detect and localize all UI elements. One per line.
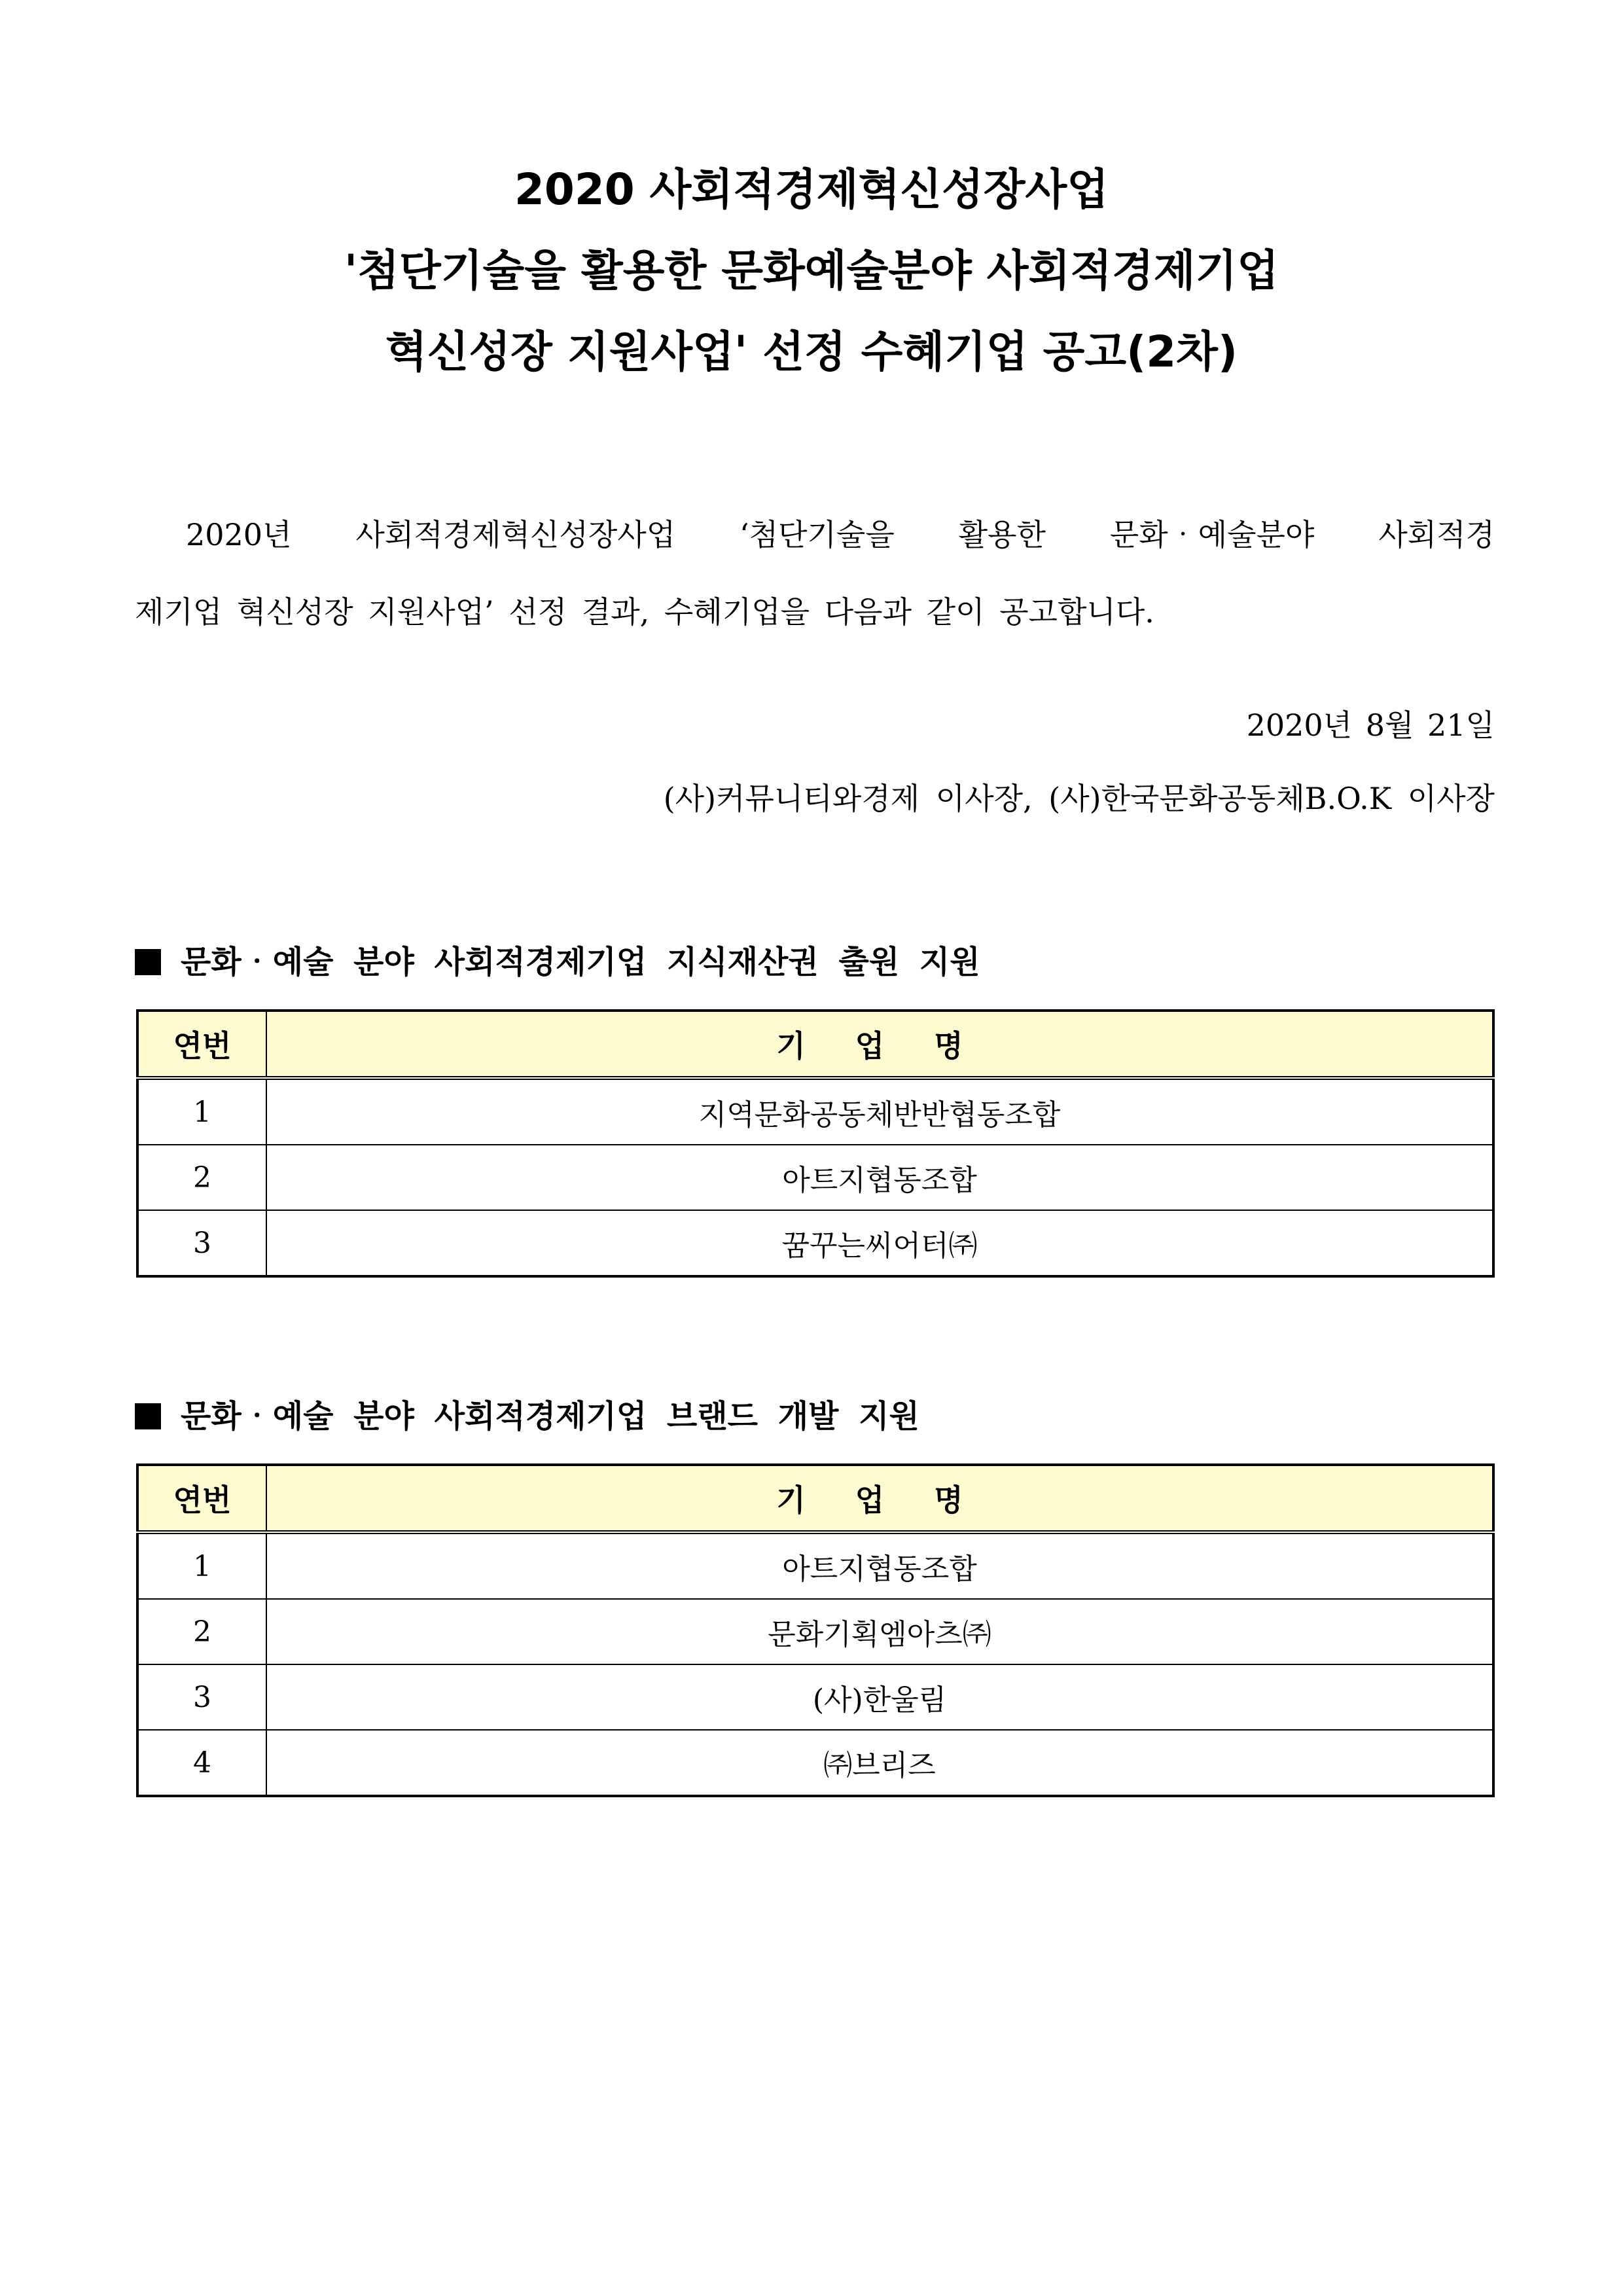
table-header-row bbox=[137, 1011, 1493, 1078]
table-row bbox=[137, 1078, 1493, 1145]
company-name: 꿈꾸는씨어터㈜ bbox=[266, 1210, 1493, 1276]
intro-line-2: 제기업 혁신성장 지원사업’ 선정 결과, 수혜기업을 다음과 같이 공고합니다. bbox=[135, 594, 1154, 630]
company-table-brand bbox=[136, 1463, 1495, 1797]
row-number: 2 bbox=[137, 1145, 266, 1210]
company-name: ㈜브리즈 bbox=[266, 1730, 1493, 1796]
square-bullet-icon bbox=[135, 949, 161, 975]
table-row bbox=[137, 1145, 1493, 1210]
table-header-row bbox=[137, 1465, 1493, 1532]
column-header-no: 연번 bbox=[137, 1011, 266, 1078]
table-row bbox=[137, 1532, 1493, 1599]
table-row bbox=[137, 1730, 1493, 1796]
section-heading-text: 문화‧예술 분야 사회적경제기업 브랜드 개발 지원 bbox=[181, 1398, 919, 1435]
square-bullet-icon bbox=[135, 1403, 161, 1429]
intro-paragraph bbox=[135, 496, 1495, 651]
announcement-date: 2020년 8월 21일 bbox=[1246, 708, 1495, 743]
company-table-ip bbox=[136, 1009, 1495, 1278]
row-number: 1 bbox=[137, 1532, 266, 1599]
company-name: 아트지협동조합 bbox=[266, 1532, 1493, 1599]
table-row bbox=[137, 1210, 1493, 1276]
section-heading-text: 문화‧예술 분야 사회적경제기업 지식재산권 출원 지원 bbox=[181, 944, 980, 980]
intro-line-1: 2020년 사회적경제혁신성장사업 ‘첨단기술을 활용한 문화‧예술분야 사회적경 bbox=[186, 517, 1495, 552]
company-name: 문화기획엠아츠㈜ bbox=[266, 1599, 1493, 1664]
row-number: 3 bbox=[137, 1210, 266, 1276]
document-title bbox=[0, 149, 1623, 393]
signer-line: (사)커뮤니티와경제 이사장, (사)한국문화공동체B.O.K 이사장 bbox=[663, 781, 1495, 816]
company-name: 지역문화공동체반반협동조합 bbox=[266, 1078, 1493, 1145]
title-line-3: 혁신성장 지원사업' 선정 수혜기업 공고(2차) bbox=[385, 327, 1238, 377]
row-number: 1 bbox=[137, 1078, 266, 1145]
company-name: 아트지협동조합 bbox=[266, 1145, 1493, 1210]
row-number: 2 bbox=[137, 1599, 266, 1664]
section-heading-brand bbox=[135, 1390, 919, 1443]
title-line-1: 2020 사회적경제혁신성장사업 bbox=[514, 164, 1109, 215]
company-name: (사)한울림 bbox=[266, 1664, 1493, 1730]
column-header-company: 기 업 명 bbox=[266, 1465, 1493, 1532]
column-header-company: 기 업 명 bbox=[266, 1011, 1493, 1078]
table-row bbox=[137, 1599, 1493, 1664]
row-number: 4 bbox=[137, 1730, 266, 1796]
title-line-2: '첨단기술을 활용한 문화예술분야 사회적경제기업 bbox=[344, 245, 1279, 296]
table-row bbox=[137, 1664, 1493, 1730]
column-header-no: 연번 bbox=[137, 1465, 266, 1532]
row-number: 3 bbox=[137, 1664, 266, 1730]
section-heading-ip bbox=[135, 936, 980, 988]
